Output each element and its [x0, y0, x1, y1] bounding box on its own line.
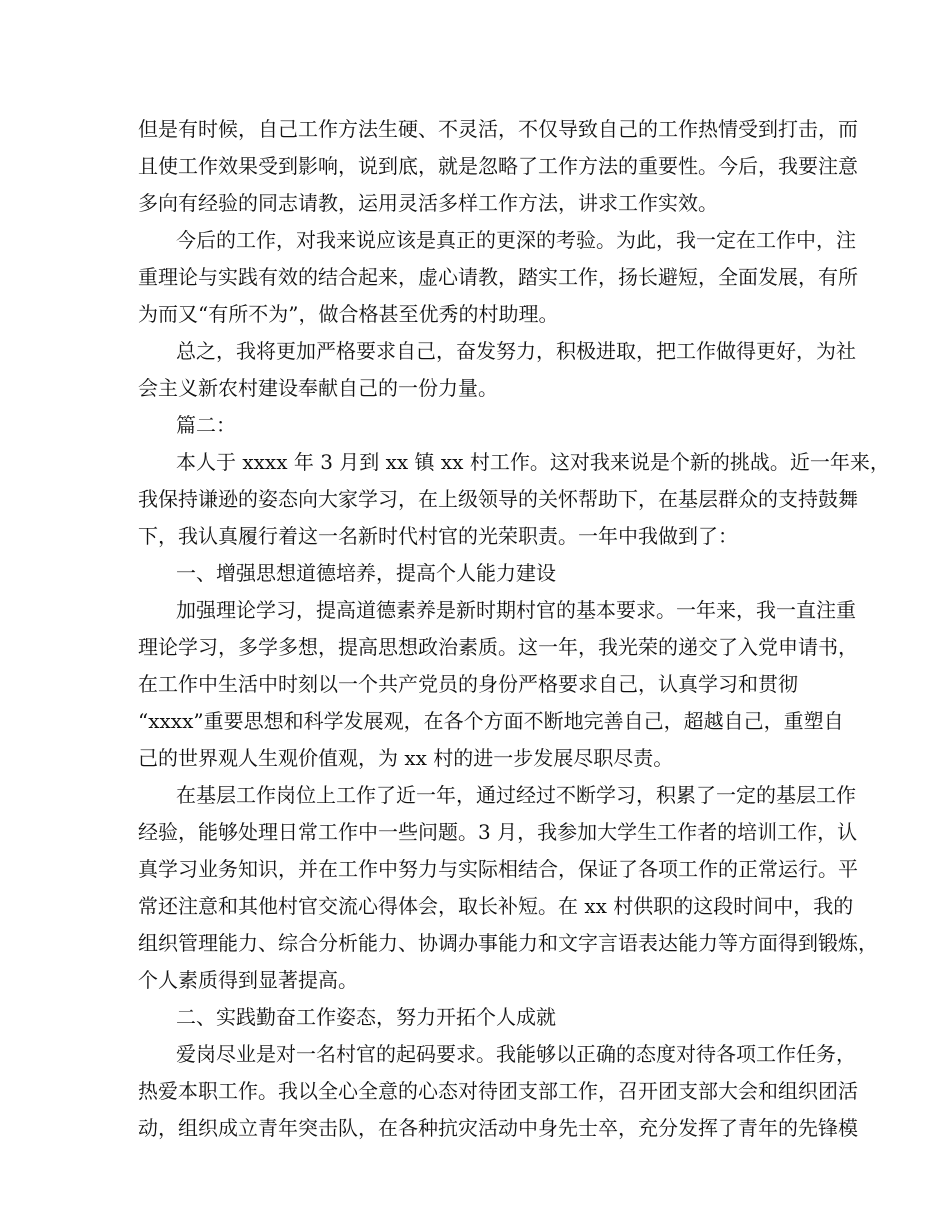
text-line: 但是有时候，自己工作方法生硬、不灵活，不仅导致自己的工作热情受到打击，而	[138, 117, 858, 141]
text-line: 重理论与实践有效的结合起来，虚心请教，踏实工作，扬长避短，全面发展，有所	[138, 265, 858, 289]
text-line: 且使工作效果受到影响，说到底，就是忽略了工作方法的重要性。今后，我要注意	[138, 154, 858, 178]
text-line: 今后的工作，对我来说应该是真正的更深的考验。为此，我一定在工作中，注	[176, 228, 856, 252]
text-line: 己的世界观人生观价值观，为 xx 村的进一步发展尽职尽责。	[138, 746, 674, 770]
text-line: 加强理论学习，提高道德素养是新时期村官的基本要求。一年来，我一直注重	[176, 598, 856, 622]
text-line: 我保持谦逊的姿态向大家学习，在上级领导的关怀帮助下，在基层群众的支持鼓舞	[138, 487, 858, 511]
text-line: 热爱本职工作。我以全心全意的心态对待团支部工作，召开团支部大会和组织团活	[138, 1079, 858, 1103]
text-line: 在工作中生活中时刻以一个共产党员的身份严格要求自己，认真学习和贯彻	[138, 672, 798, 696]
text-line: 本人于 xxxx 年 3 月到 xx 镇 xx 村工作。这对我来说是个新的挑战。近一年来，	[176, 450, 890, 474]
text-line: 多向有经验的同志请教，运用灵活多样工作方法，讲求工作实效。	[138, 191, 718, 215]
text-line: 常还注意和其他村官交流心得体会，取长补短。在 xx 村供职的这段时间中，我的	[138, 894, 854, 918]
text-line: “xxxx”重要思想和科学发展观，在各个方面不断地完善自己，超越自己，重塑自	[138, 709, 844, 733]
text-line: 为而又“有所不为”，做合格甚至优秀的村助理。	[138, 302, 559, 326]
subsection-heading: 一、增强思想道德培养，提高个人能力建设	[176, 561, 556, 585]
section-heading: 篇二：	[176, 413, 236, 437]
text-line: 组织管理能力、综合分析能力、协调办事能力和文字言语表达能力等方面得到锻炼，	[138, 931, 878, 955]
text-line: 下，我认真履行着这一名新时代村官的光荣职责。一年中我做到了：	[138, 524, 738, 548]
text-line: 真学习业务知识，并在工作中努力与实际相结合，保证了各项工作的正常运行。平	[138, 857, 858, 881]
text-line: 理论学习，多学多想，提高思想政治素质。这一年，我光荣的递交了入党申请书，	[138, 635, 858, 659]
text-line: 会主义新农村建设奉献自己的一份力量。	[138, 376, 498, 400]
text-line: 总之，我将更加严格要求自己，奋发努力，积极进取，把工作做得更好，为社	[176, 339, 856, 363]
text-line: 动，组织成立青年突击队，在各种抗灾活动中身先士卒，充分发挥了青年的先锋模	[138, 1116, 858, 1140]
text-line: 爱岗尽业是对一名村官的起码要求。我能够以正确的态度对待各项工作任务，	[176, 1042, 856, 1066]
subsection-heading: 二、实践勤奋工作姿态，努力开拓个人成就	[176, 1005, 556, 1029]
text-line: 经验，能够处理日常工作中一些问题。3 月，我参加大学生工作者的培训工作，认	[138, 820, 858, 844]
text-line: 在基层工作岗位上工作了近一年，通过经过不断学习，积累了一定的基层工作	[176, 783, 856, 807]
text-line: 个人素质得到显著提高。	[138, 968, 358, 992]
